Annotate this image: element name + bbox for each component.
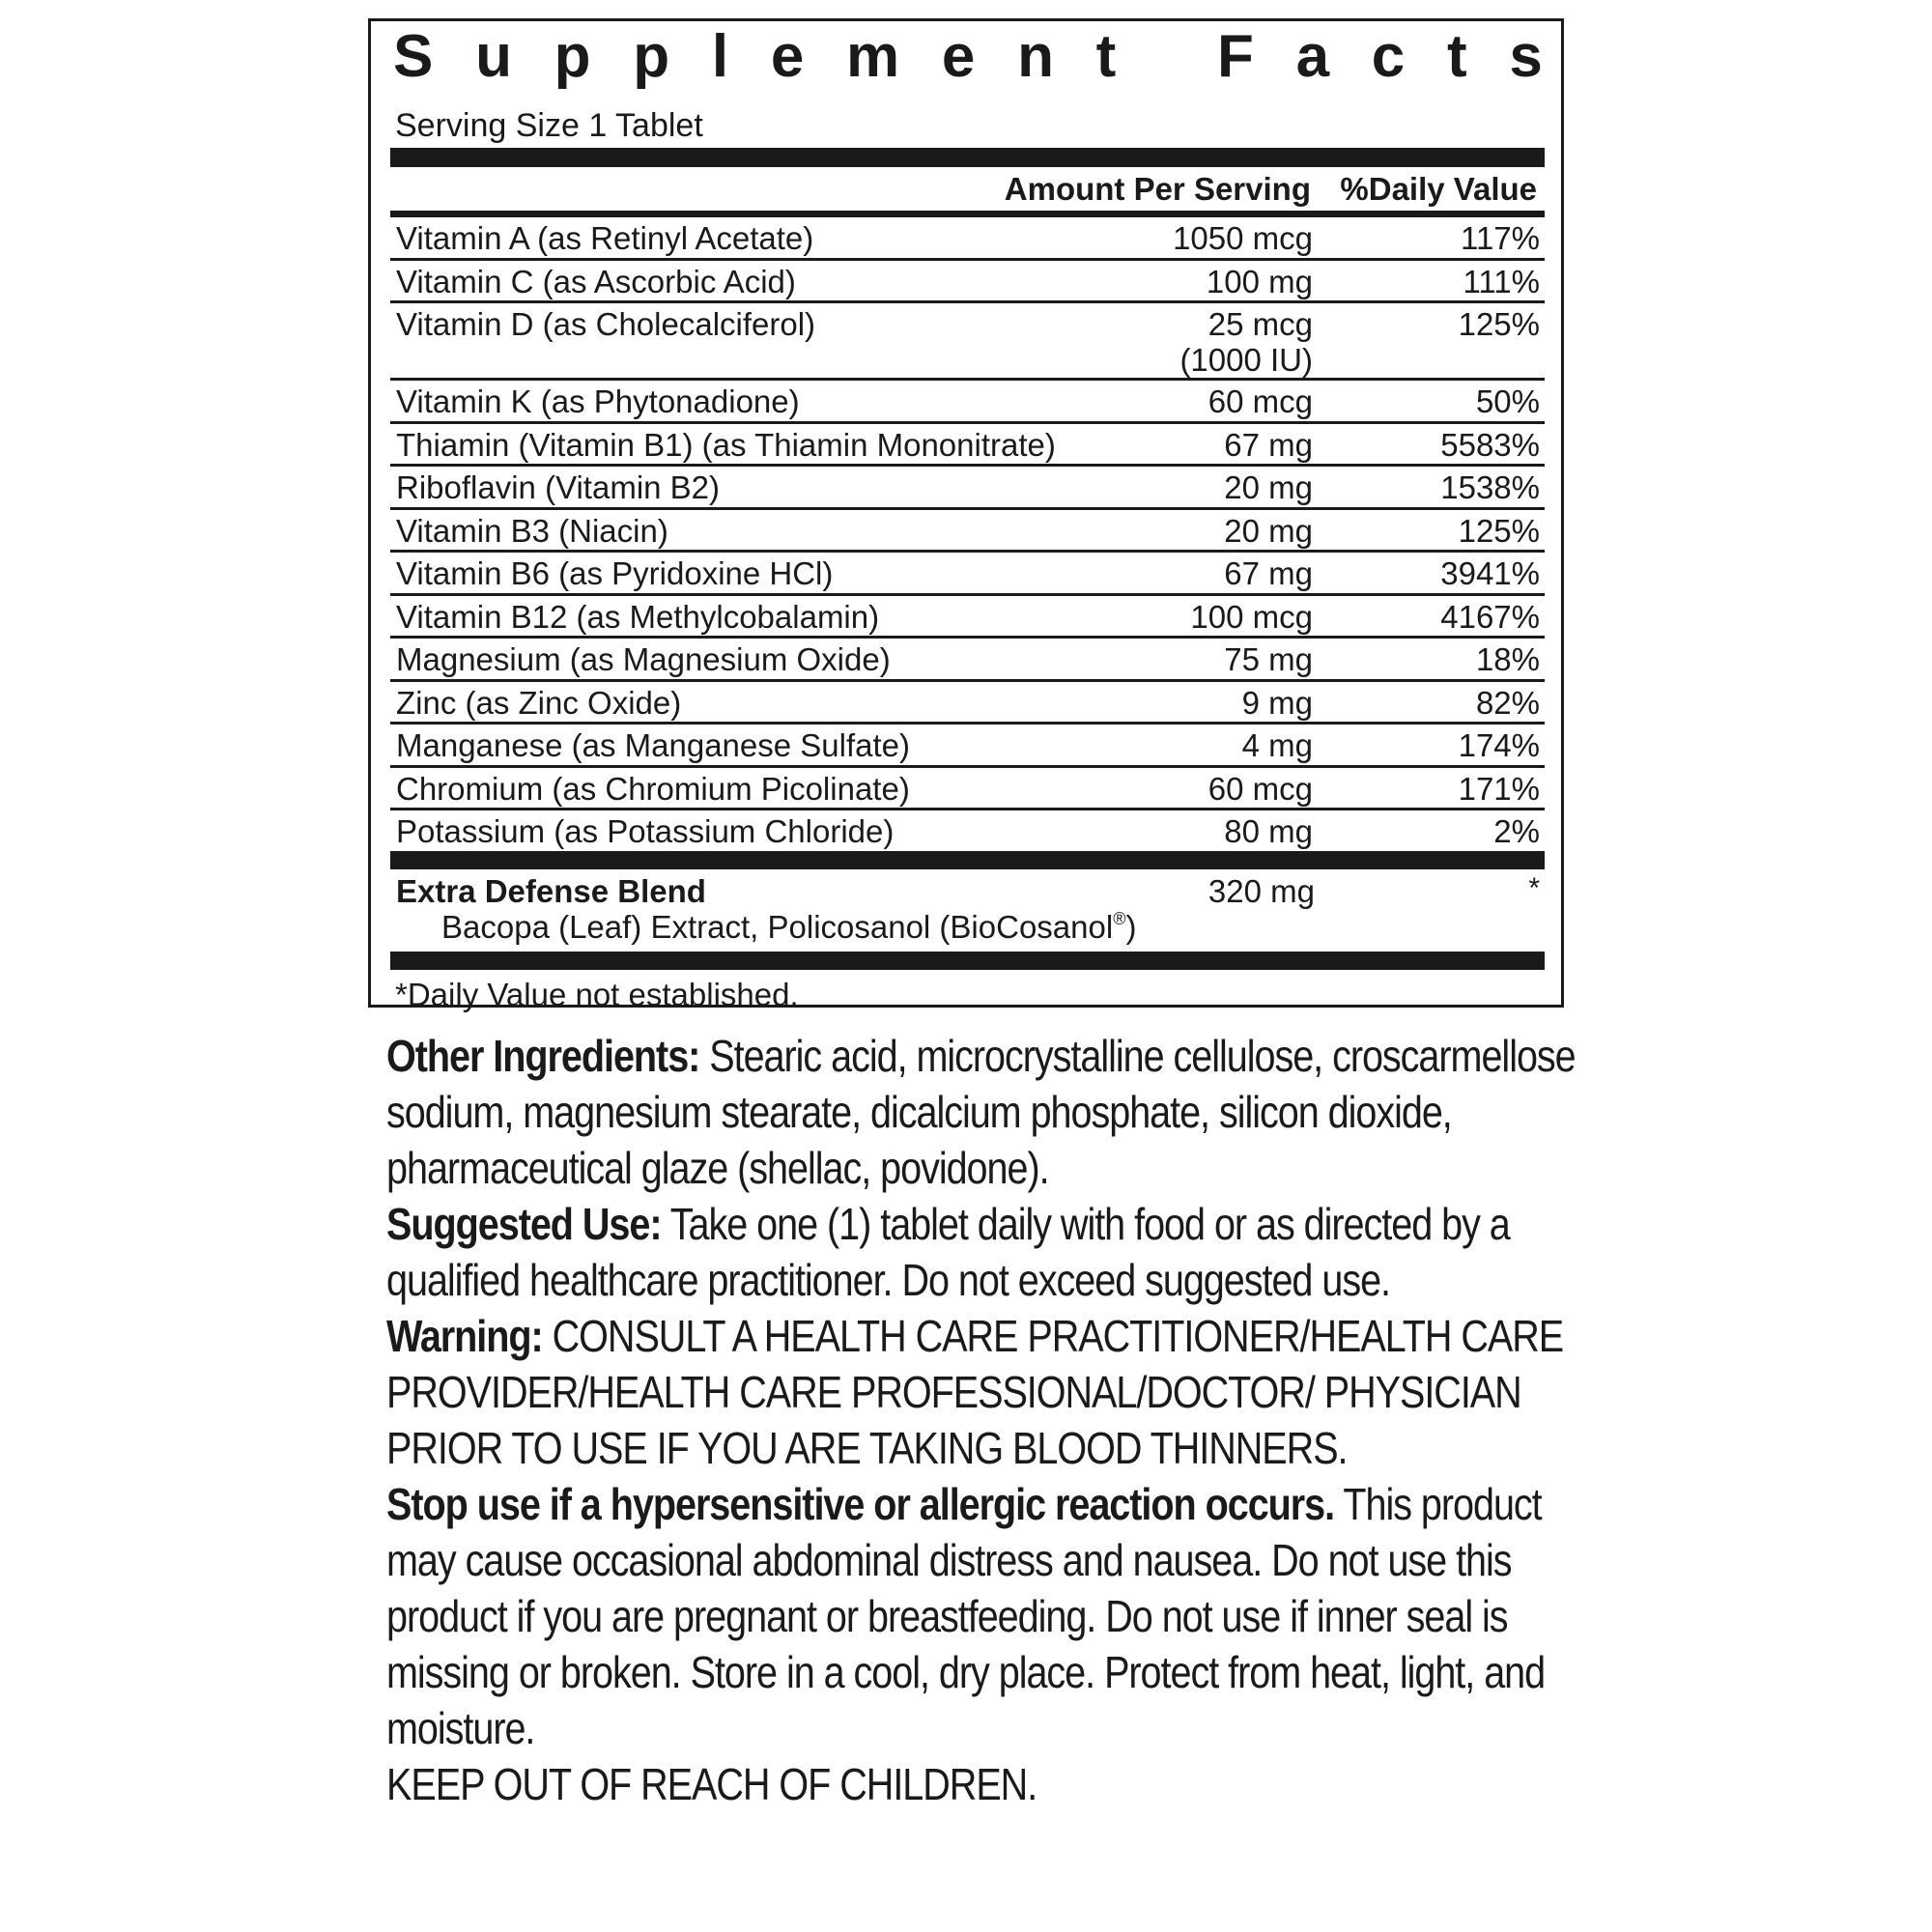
blend-ingredients: [441, 908, 1136, 947]
footnote: *Daily Value not established.: [395, 977, 799, 1012]
other-ingredients: [386, 1028, 1582, 1196]
nutrient-amount: [1224, 512, 1313, 551]
title-letter: p: [554, 23, 591, 90]
nutrient-daily-value: 125%: [1458, 512, 1540, 549]
nutrient-amount: [1208, 770, 1313, 809]
blend-daily-value: *: [1528, 872, 1540, 904]
nutrient-name: Chromium (as Chromium Picolinate): [396, 770, 910, 807]
nutrient-daily-value: 117%: [1461, 220, 1540, 256]
nutrient-amount: [1190, 598, 1313, 637]
title-letter: S: [393, 23, 434, 90]
warning-label: Warning:: [386, 1311, 543, 1361]
nutrient-daily-value: 174%: [1458, 727, 1540, 763]
nutrient-name: Vitamin B3 (Niacin): [396, 512, 668, 549]
nutrient-amount-value: 20 mg: [1224, 512, 1313, 549]
header-rule: [390, 211, 1545, 217]
nutrient-daily-value: 1538%: [1440, 469, 1540, 505]
nutrient-row: [390, 217, 1545, 261]
warning-rest: This product may cause occasional abdominal distress and nausea. Do not use this product if you are pregnant or breastfeeding. Do not use if inner seal is missing or broken. Store in a cool, dry place. Protect from heat, light, and moisture.: [386, 1479, 1546, 1753]
blend-ingredients-end: ): [1125, 909, 1137, 945]
nutrient-name: Magnesium (as Magnesium Oxide): [396, 641, 891, 677]
nutrient-row: [390, 682, 1545, 725]
nutrient-amount-value: 1050 mcg: [1173, 220, 1313, 256]
nutrient-daily-value: 111%: [1463, 263, 1540, 299]
warning-bold-sentence: Stop use if a hypersensitive or allergic reaction occurs.: [386, 1479, 1335, 1529]
nutrient-amount: [1224, 640, 1313, 679]
nutrient-amount: [1179, 305, 1313, 380]
blend-amount: 320 mg: [1208, 873, 1315, 909]
nutrient-row: [390, 381, 1545, 424]
nutrient-amount: [1242, 684, 1313, 723]
nutrient-amount-value: 25 mcg: [1208, 306, 1313, 342]
nutrient-row: [390, 553, 1545, 596]
nutrient-row: [390, 810, 1545, 854]
nutrient-name: Thiamin (Vitamin B1) (as Thiamin Mononitrate): [396, 426, 1056, 463]
title-letter: s: [1509, 23, 1543, 90]
nutrient-amount: [1224, 554, 1313, 593]
blend-ingredients-text: Bacopa (Leaf) Extract, Policosanol (BioCosanol: [441, 909, 1114, 945]
nutrient-amount: [1207, 263, 1313, 301]
nutrient-name: Manganese (as Manganese Sulfate): [396, 727, 910, 763]
nutrient-row: [390, 596, 1545, 639]
title-letter: e: [941, 23, 976, 90]
title-letter: p: [633, 23, 670, 90]
nutrient-daily-value: 50%: [1475, 384, 1540, 419]
title-letter: a: [1295, 23, 1330, 90]
nutrient-daily-value: 82%: [1475, 684, 1540, 721]
title-letter: c: [1371, 23, 1406, 90]
nutrient-amount-value: 67 mg: [1224, 555, 1313, 591]
nutrient-amount-value: 60 mcg: [1208, 384, 1313, 419]
blend-name: Extra Defense Blend: [396, 873, 706, 909]
thick-rule-top: [390, 148, 1545, 167]
title-letter: [1158, 27, 1175, 87]
supplement-facts-panel: [368, 18, 1564, 1012]
title-letter: m: [846, 23, 900, 90]
nutrient-amount: [1224, 812, 1313, 851]
thick-rule-bottom: [390, 952, 1545, 970]
nutrient-row: [390, 510, 1545, 554]
nutrient-amount-value: 80 mg: [1224, 813, 1313, 849]
nutrient-name: Vitamin C (as Ascorbic Acid): [396, 263, 796, 299]
title-letter: t: [1095, 23, 1117, 90]
nutrient-name: Riboflavin (Vitamin B2): [396, 469, 721, 505]
nutrient-amount: [1208, 383, 1313, 421]
facts-title: [393, 23, 1543, 90]
nutrient-row: [390, 639, 1545, 682]
nutrient-row: [390, 303, 1545, 381]
suggested-use-label: Suggested Use:: [386, 1199, 662, 1249]
nutrient-name: Vitamin K (as Phytonadione): [396, 384, 800, 419]
nutrient-row: [390, 768, 1545, 811]
nutrient-name: Zinc (as Zinc Oxide): [396, 684, 682, 721]
warning: [386, 1308, 1582, 1756]
nutrient-daily-value: 18%: [1475, 641, 1540, 677]
label-text-block: [386, 1028, 1582, 1812]
nutrient-amount-value: 67 mg: [1224, 426, 1313, 463]
nutrient-amount-value: 75 mg: [1224, 641, 1313, 677]
amount-header: Amount Per Serving: [1004, 171, 1311, 207]
suggested-use-text: Take one (1) tablet daily with food or as directed by a qualified healthcare practitioner. Do not exceed suggested use.: [386, 1199, 1510, 1305]
nutrient-amount-value: 9 mg: [1241, 684, 1313, 721]
nutrient-amount-alt: (1000 IU): [1179, 342, 1313, 378]
nutrient-name: Potassium (as Potassium Chloride): [396, 813, 895, 849]
thick-rule-blend: [390, 851, 1545, 869]
nutrient-name: Vitamin B12 (as Methylcobalamin): [396, 598, 880, 635]
nutrient-daily-value: 4167%: [1440, 598, 1540, 635]
title-letter: F: [1217, 23, 1254, 90]
other-ingredients-text: Stearic acid, microcrystalline cellulose, croscarmellose sodium, magnesium stearate, dicalcium phosphate, silicon dioxide, pharmaceutical glaze (shellac, povidone).: [386, 1031, 1576, 1193]
daily-value-header: %Daily Value: [1340, 171, 1537, 207]
nutrient-row: [390, 424, 1545, 468]
nutrient-daily-value: 3941%: [1440, 555, 1540, 591]
nutrient-row: [390, 724, 1545, 768]
serving-size: Serving Size 1 Tablet: [395, 107, 703, 144]
nutrient-row: [390, 261, 1545, 304]
title-letter: n: [1017, 23, 1054, 90]
nutrient-name: Vitamin D (as Cholecalciferol): [396, 306, 816, 342]
nutrient-rows: [390, 217, 1545, 854]
nutrient-amount: [1224, 469, 1313, 507]
nutrient-amount-value: 100 mg: [1206, 263, 1313, 299]
nutrient-amount-value: 4 mg: [1241, 727, 1313, 763]
keep-out-of-reach: KEEP OUT OF REACH OF CHILDREN.: [386, 1759, 1037, 1809]
nutrient-daily-value: 125%: [1458, 306, 1540, 342]
nutrient-daily-value: 5583%: [1440, 426, 1540, 463]
title-letter: l: [711, 23, 729, 90]
nutrient-name: Vitamin B6 (as Pyridoxine HCl): [396, 555, 834, 591]
nutrient-row: [390, 467, 1545, 510]
suggested-use: [386, 1196, 1582, 1308]
nutrient-daily-value: 171%: [1458, 770, 1540, 807]
other-ingredients-label: Other Ingredients:: [386, 1031, 700, 1081]
registered-mark: ®: [1113, 909, 1126, 928]
title-letter: u: [475, 23, 512, 90]
warning-text: CONSULT A HEALTH CARE PRACTITIONER/HEALTH CARE PROVIDER/HEALTH CARE PROFESSIONAL/DOCTOR/ PHYSICIAN PRIOR TO USE IF YOU ARE TAKING BLOOD THINNERS.: [386, 1311, 1564, 1473]
nutrient-amount: [1173, 219, 1313, 258]
nutrient-amount: [1242, 726, 1313, 765]
nutrient-amount-value: 60 mcg: [1208, 770, 1313, 807]
nutrient-daily-value: 2%: [1493, 813, 1540, 849]
nutrient-amount-value: 100 mcg: [1190, 598, 1313, 635]
title-letter: t: [1447, 23, 1467, 90]
nutrient-name: Vitamin A (as Retinyl Acetate): [396, 220, 814, 256]
title-letter: e: [770, 23, 805, 90]
nutrient-amount-value: 20 mg: [1224, 469, 1313, 505]
nutrient-amount: [1224, 426, 1313, 465]
